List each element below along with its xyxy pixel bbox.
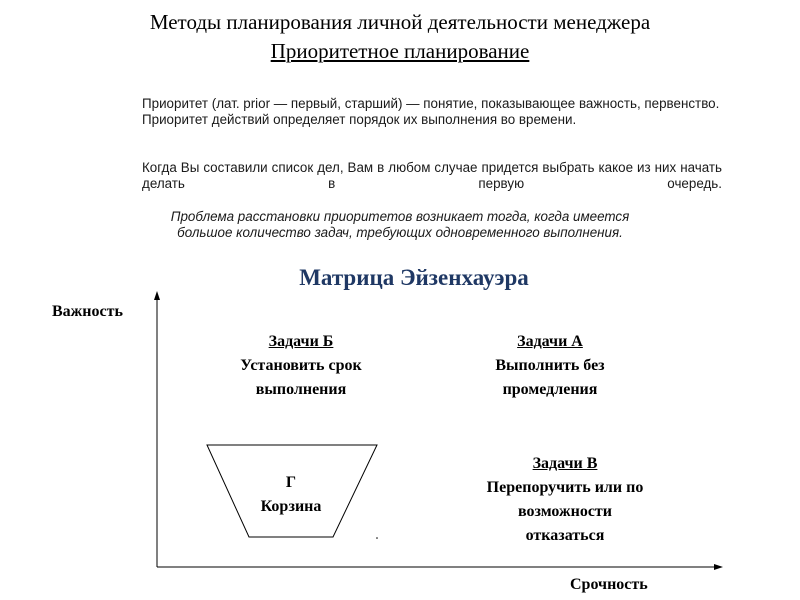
quadrant-v-line1: Перепоручить или по (486, 479, 644, 496)
task-list-text: Когда Вы составили список дел, Вам в любом случае придется выбрать какое из них начать делать в первую очередь. (142, 160, 722, 191)
page-title: Методы планирования личной деятельности менеджера (149, 10, 651, 34)
page-subtitle: Приоритетное планирование (270, 39, 530, 63)
quadrant-b-line1: Установить срок (240, 357, 362, 374)
quadrant-a-title: Задачи А (517, 333, 583, 350)
quadrant-v (460, 452, 670, 548)
priority-definition-text: Приоритет (лат. prior — первый, старший) — понятие, показывающее важность, первенство. Приоритет действий определяет порядок их выполнения во времени. (142, 96, 720, 127)
quadrant-g-title: Г (285, 474, 297, 491)
x-axis-label: Срочность (570, 576, 648, 593)
priority-problem-text: Проблема расстановки приоритетов возникает тогда, когда имеется большое количество задач, требующих одновременного выполнения. (170, 209, 630, 240)
quadrant-b (216, 330, 386, 402)
x-axis-arrow (714, 564, 723, 570)
quadrant-b-title: Задачи Б (268, 333, 334, 350)
quadrant-b-line2: выполнения (255, 381, 347, 398)
quadrant-a-line2: промедления (502, 381, 598, 398)
quadrant-a-line1: Выполнить без (495, 357, 605, 374)
matrix-title: Матрица Эйзенхауэра (299, 265, 529, 290)
quadrant-a (470, 330, 630, 402)
quadrant-v-title: Задачи В (532, 455, 598, 472)
y-axis-arrow (154, 291, 160, 300)
quadrant-v-line2: возможности (517, 503, 613, 520)
quadrant-g (236, 471, 346, 519)
quadrant-v-line3: отказаться (525, 527, 605, 544)
quadrant-g-line1: Корзина (260, 498, 322, 515)
y-axis-label: Важность (52, 303, 123, 320)
dot-mark (376, 537, 378, 539)
